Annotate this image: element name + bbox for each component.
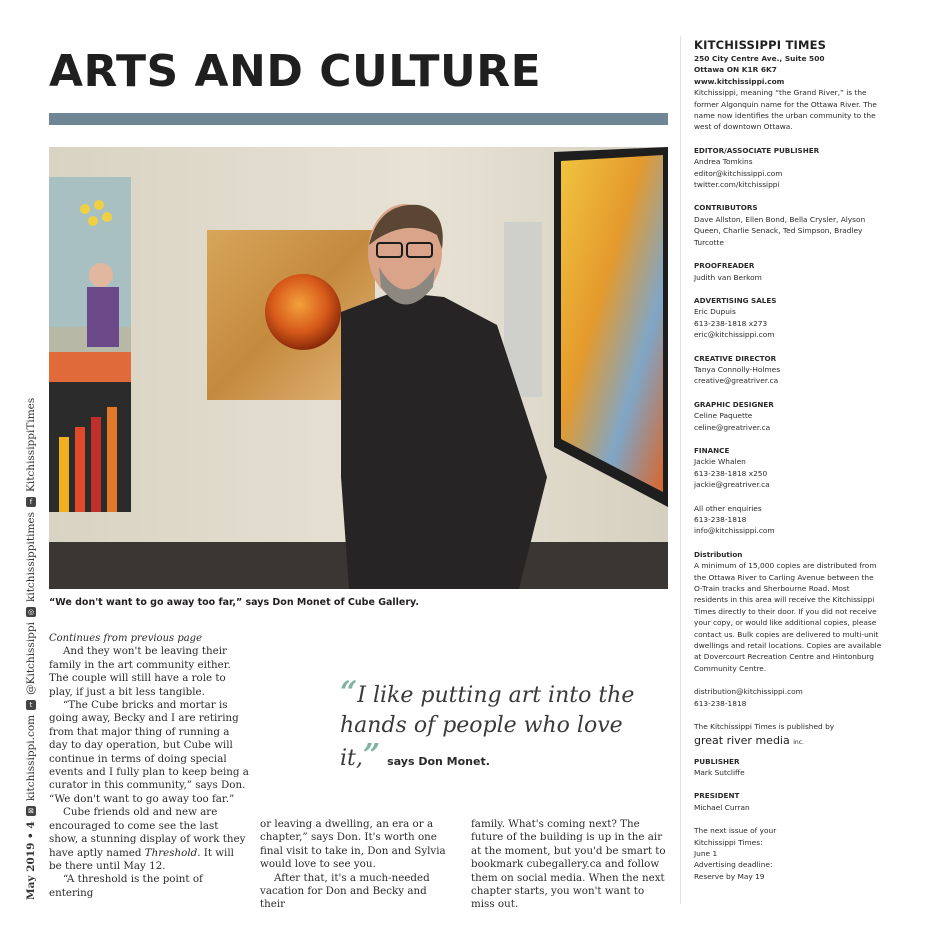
next-issue-date: June 1: [694, 848, 718, 858]
ad-sales-heading: ADVERTISING SALES: [694, 295, 777, 305]
published-by: The Kitchissippi Times is published by: [694, 722, 835, 732]
publisher-logo-text: great river media: [694, 733, 790, 747]
creative-name: Tanya Connolly-Holmes: [694, 364, 781, 374]
facebook-handle[interactable]: KitchissippiTimes: [25, 397, 37, 492]
title-rule: [49, 113, 668, 125]
gallery-photo: [49, 147, 668, 589]
paragraph: “The Cube bricks and mortar is going away, Becky and I are retiring from that major thing of running a day to day operation, but Cube will continue in terms of doing special events and I fully plan to keep being a curator in this community,” says Don. “We don't want to go away too far.”: [49, 699, 249, 805]
next-issue-line-1: The next issue of your: [694, 826, 777, 836]
instagram-handle[interactable]: kitchissippitimes: [25, 512, 37, 603]
designer-name: Celine Paquette: [694, 411, 753, 421]
great-river-media-logo: [694, 733, 884, 750]
publisher-logo-inc: inc.: [793, 738, 804, 746]
ad-sales-name: Eric Dupuis: [694, 307, 736, 317]
editor-heading: EDITOR/ASSOCIATE PUBLISHER: [694, 145, 820, 155]
finance-email[interactable]: jackie@greatriver.ca: [694, 480, 770, 490]
paragraph: [49, 806, 249, 873]
distribution-text: A minimum of 15,000 copies are distributed from the Ottawa River to Carling Avenue between the O-Train tracks and Sherbourne Road. Most residents in this area will receive the Kitchissippi Times directly to their door. If you did not receive your copy, or would like additional copies, please contact us. Bulk copies are delivered to multi-unit dwellings and retail locations. Copies are available at Dovercourt Recreation Centre and Hintonburg Community Centre.: [694, 561, 882, 673]
masthead: [694, 38, 884, 882]
website-link[interactable]: kitchissippi.com: [25, 714, 37, 802]
editor-email[interactable]: editor@kitchissippi.com: [694, 168, 783, 178]
paragraph: or leaving a dwelling, an era or a chapter,” says Don. It's worth one final visit to take in, Don and Sylvia would love to see you.: [260, 818, 446, 871]
next-issue-line-2: Kitchissippi Times:: [694, 837, 763, 847]
paragraph: And they won't be leaving their family in the art community either. The couple will still have a role to play, if just a bit less tangible.: [49, 645, 231, 698]
about-text: Kitchissippi, meaning “the Grand River,” is the former Algonquin name for the Ottawa River. The name now identifies the urban community to the west of downtown Ottawa.: [694, 88, 877, 132]
president-heading: PRESIDENT: [694, 791, 740, 801]
publisher-heading: PUBLISHER: [694, 756, 740, 766]
website-icon: ⊠: [26, 806, 36, 816]
proofreader-heading: PROOFREADER: [694, 261, 755, 271]
finance-heading: FINANCE: [694, 445, 730, 455]
article-column-1: [49, 632, 249, 900]
paragraph: family. What's coming next? The future of the building is up in the air at the moment, but you'd be smart to bookmark cubegallery.ca and follow them on social media. When the next chapter starts, you won't want to miss out.: [471, 818, 666, 911]
show-title: Threshold: [144, 846, 198, 859]
publication-name: KITCHISSIPPI TIMES: [694, 38, 827, 52]
ad-sales-phone: 613-238-1818 x273: [694, 318, 768, 328]
article-column-3: [471, 818, 668, 912]
ad-sales-email[interactable]: eric@kitchissippi.com: [694, 330, 775, 340]
gallery-photo-illustration: [49, 147, 668, 589]
designer-heading: GRAPHIC DESIGNER: [694, 399, 774, 409]
vertical-folio: [25, 398, 37, 900]
column-divider: [680, 36, 681, 904]
other-enquiries: All other enquiries: [694, 503, 762, 513]
twitter-handle[interactable]: @Kitchissippi: [25, 622, 37, 695]
instagram-icon: ◎: [27, 608, 35, 617]
paragraph: “A threshold is the point of entering: [49, 873, 203, 899]
publisher-name: Mark Sutcliffe: [694, 767, 745, 777]
pull-quote: [340, 675, 650, 777]
photo-caption: “We don't want to go away too far,” says Don Monet of Cube Gallery.: [49, 597, 419, 608]
address-line-2: Ottawa ON K1R 6K7: [694, 65, 777, 75]
finance-phone: 613-238-1818 x250: [694, 468, 768, 478]
distribution-email[interactable]: distribution@kitchissippi.com: [694, 687, 803, 697]
president-name: Michael Curran: [694, 802, 750, 812]
date-page: May 2019 • 4: [25, 821, 37, 900]
other-email[interactable]: info@kitchissippi.com: [694, 526, 775, 536]
ad-deadline-label: Advertising deadline:: [694, 860, 773, 870]
continues-note: Continues from previous page: [49, 633, 203, 644]
contributors-heading: CONTRIBUTORS: [694, 203, 758, 213]
paragraph: After that, it's a much-needed vacation for Don and Becky and their: [260, 871, 430, 911]
twitter-icon: t: [26, 700, 36, 710]
article-column-2: [260, 818, 454, 912]
ad-deadline-date: Reserve by May 19: [694, 871, 765, 881]
editor-name: Andrea Tomkins: [694, 157, 753, 167]
finance-name: Jackie Whalen: [694, 457, 746, 467]
creative-email[interactable]: creative@greatriver.ca: [694, 376, 779, 386]
pull-quote-text: I like putting art into the hands of people who love it,: [340, 683, 635, 771]
proofreader-name: Judith van Berkom: [694, 272, 762, 282]
paragraph-text: Cube friends old and new are encouraged to come see the last show, a stunning display of work they have aptly named: [49, 806, 246, 859]
pull-quote-attribution: says Don Monet.: [387, 755, 490, 768]
other-phone: 613-238-1818: [694, 515, 747, 524]
address-line-1: 250 City Centre Ave., Suite 500: [694, 54, 825, 63]
paragraph-text: . It will be there until May 12.: [49, 846, 234, 872]
contributors-list: Dave Allston, Ellen Bond, Bella Crysler, Alyson Queen, Charlie Senack, Ted Simpson, Bradley Turcotte: [694, 214, 866, 247]
distribution-heading: Distribution: [694, 549, 743, 559]
distribution-phone: 613-238-1818: [694, 698, 747, 708]
designer-email[interactable]: celine@greatriver.ca: [694, 422, 771, 432]
facebook-icon: f: [26, 497, 36, 507]
close-quote-mark: ”: [362, 738, 381, 773]
editor-twitter[interactable]: twitter.com/kitchissippi: [694, 180, 780, 190]
creative-heading: CREATIVE DIRECTOR: [694, 353, 777, 363]
section-title: ARTS AND CULTURE: [49, 46, 542, 97]
open-quote-mark: “: [340, 675, 358, 710]
website-link[interactable]: www.kitchissippi.com: [694, 76, 785, 86]
